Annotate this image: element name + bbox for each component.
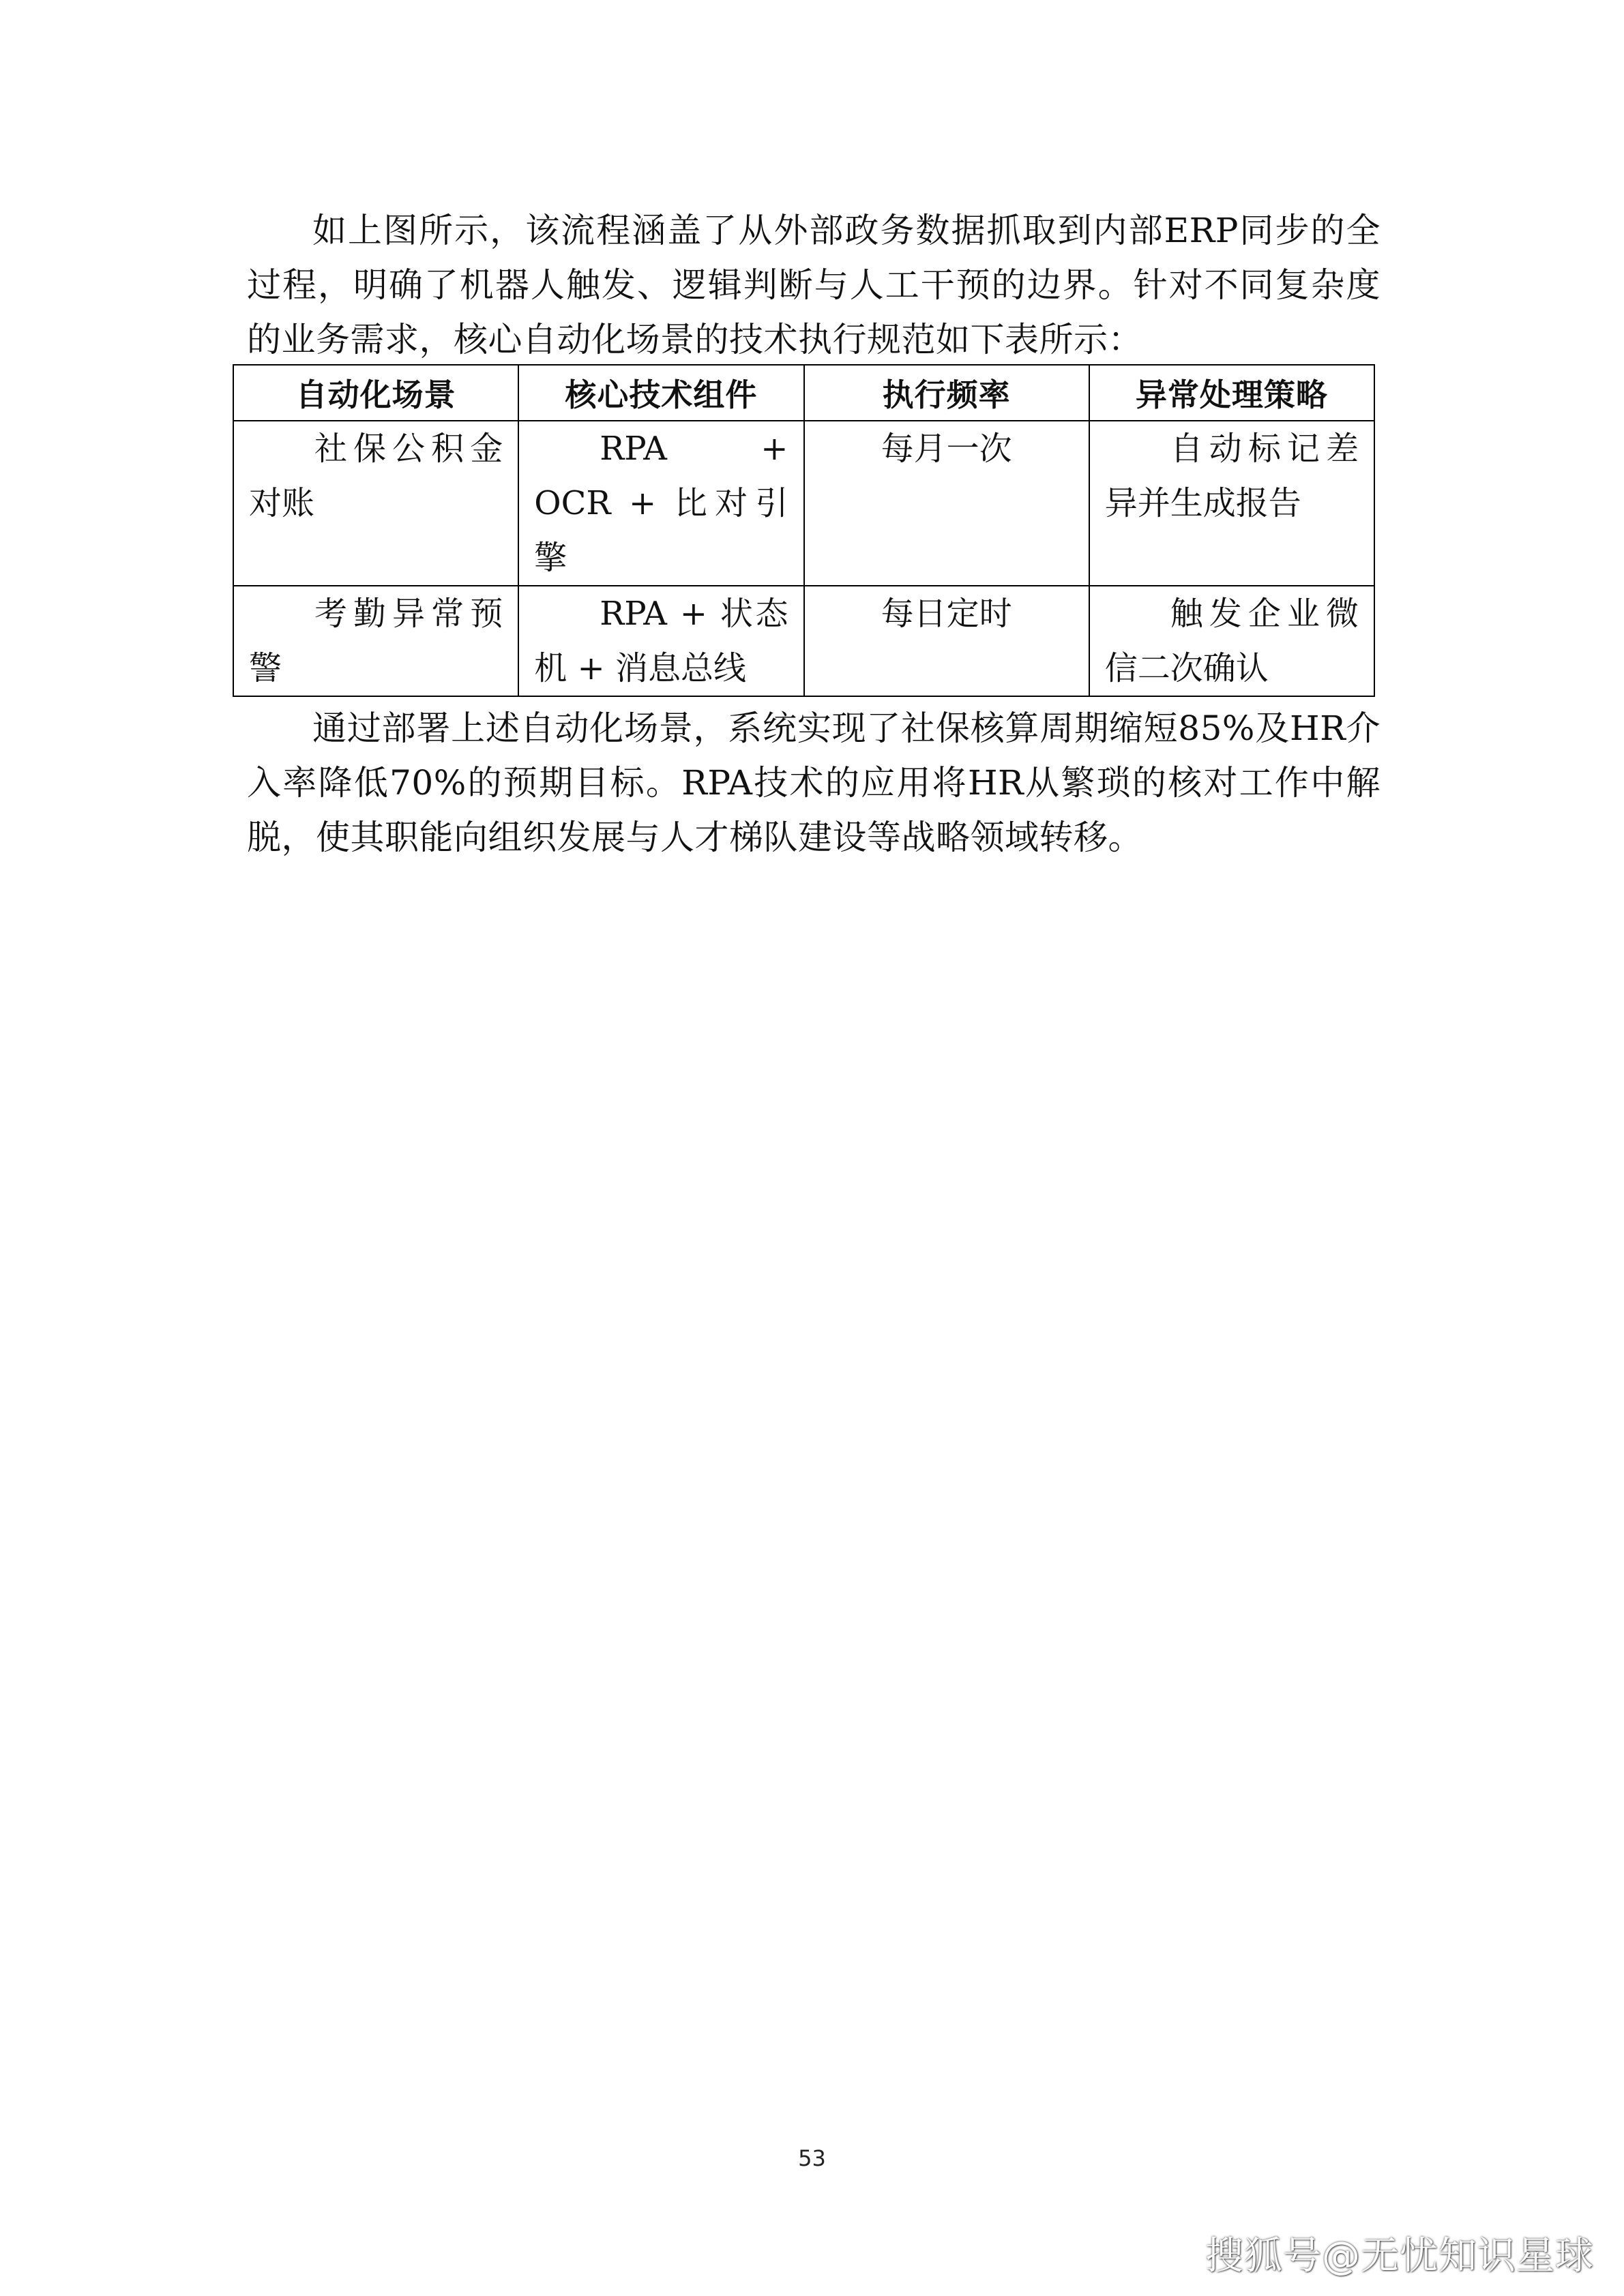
header-scenario: 自动化场景 — [233, 365, 518, 421]
page-number: 53 — [798, 2145, 826, 2171]
cell-tech-components: RPA + 状态机 + 消息总线 — [518, 586, 803, 696]
cell-scenario: 考勤异常预警 — [233, 586, 518, 696]
cell-tech-components: RPA + OCR + 比对引擎 — [518, 421, 803, 586]
automation-spec-table — [233, 364, 1375, 697]
cell-scenario: 社保公积金对账 — [233, 421, 518, 586]
cell-exception-strategy: 自动标记差异并生成报告 — [1089, 421, 1374, 586]
cell-frequency: 每日定时 — [804, 586, 1089, 696]
conclusion-paragraph: 通过部署上述自动化场景，系统实现了社保核算周期缩短85%及HR介入率降低70%的预期目标。RPA技术的应用将HR从繁琐的核对工作中解脱，使其职能向组织发展与人才梯队建设等战略领域转移。 — [247, 709, 1381, 857]
header-tech-components: 核心技术组件 — [518, 365, 803, 421]
source-watermark: 搜狐号@无忧知识星球 — [1205, 2234, 1594, 2278]
cell-exception-strategy: 触发企业微信二次确认 — [1089, 586, 1374, 696]
table-row — [233, 421, 1374, 586]
table-header-row — [233, 365, 1374, 421]
header-frequency: 执行频率 — [804, 365, 1089, 421]
table-row — [233, 586, 1374, 696]
header-exception-strategy: 异常处理策略 — [1089, 365, 1374, 421]
cell-frequency: 每月一次 — [804, 421, 1089, 586]
intro-paragraph: 如上图所示，该流程涵盖了从外部政务数据抓取到内部ERP同步的全过程，明确了机器人触发、逻辑判断与人工干预的边界。针对不同复杂度的业务需求，核心自动化场景的技术执行规范如下表所示： — [247, 211, 1381, 359]
